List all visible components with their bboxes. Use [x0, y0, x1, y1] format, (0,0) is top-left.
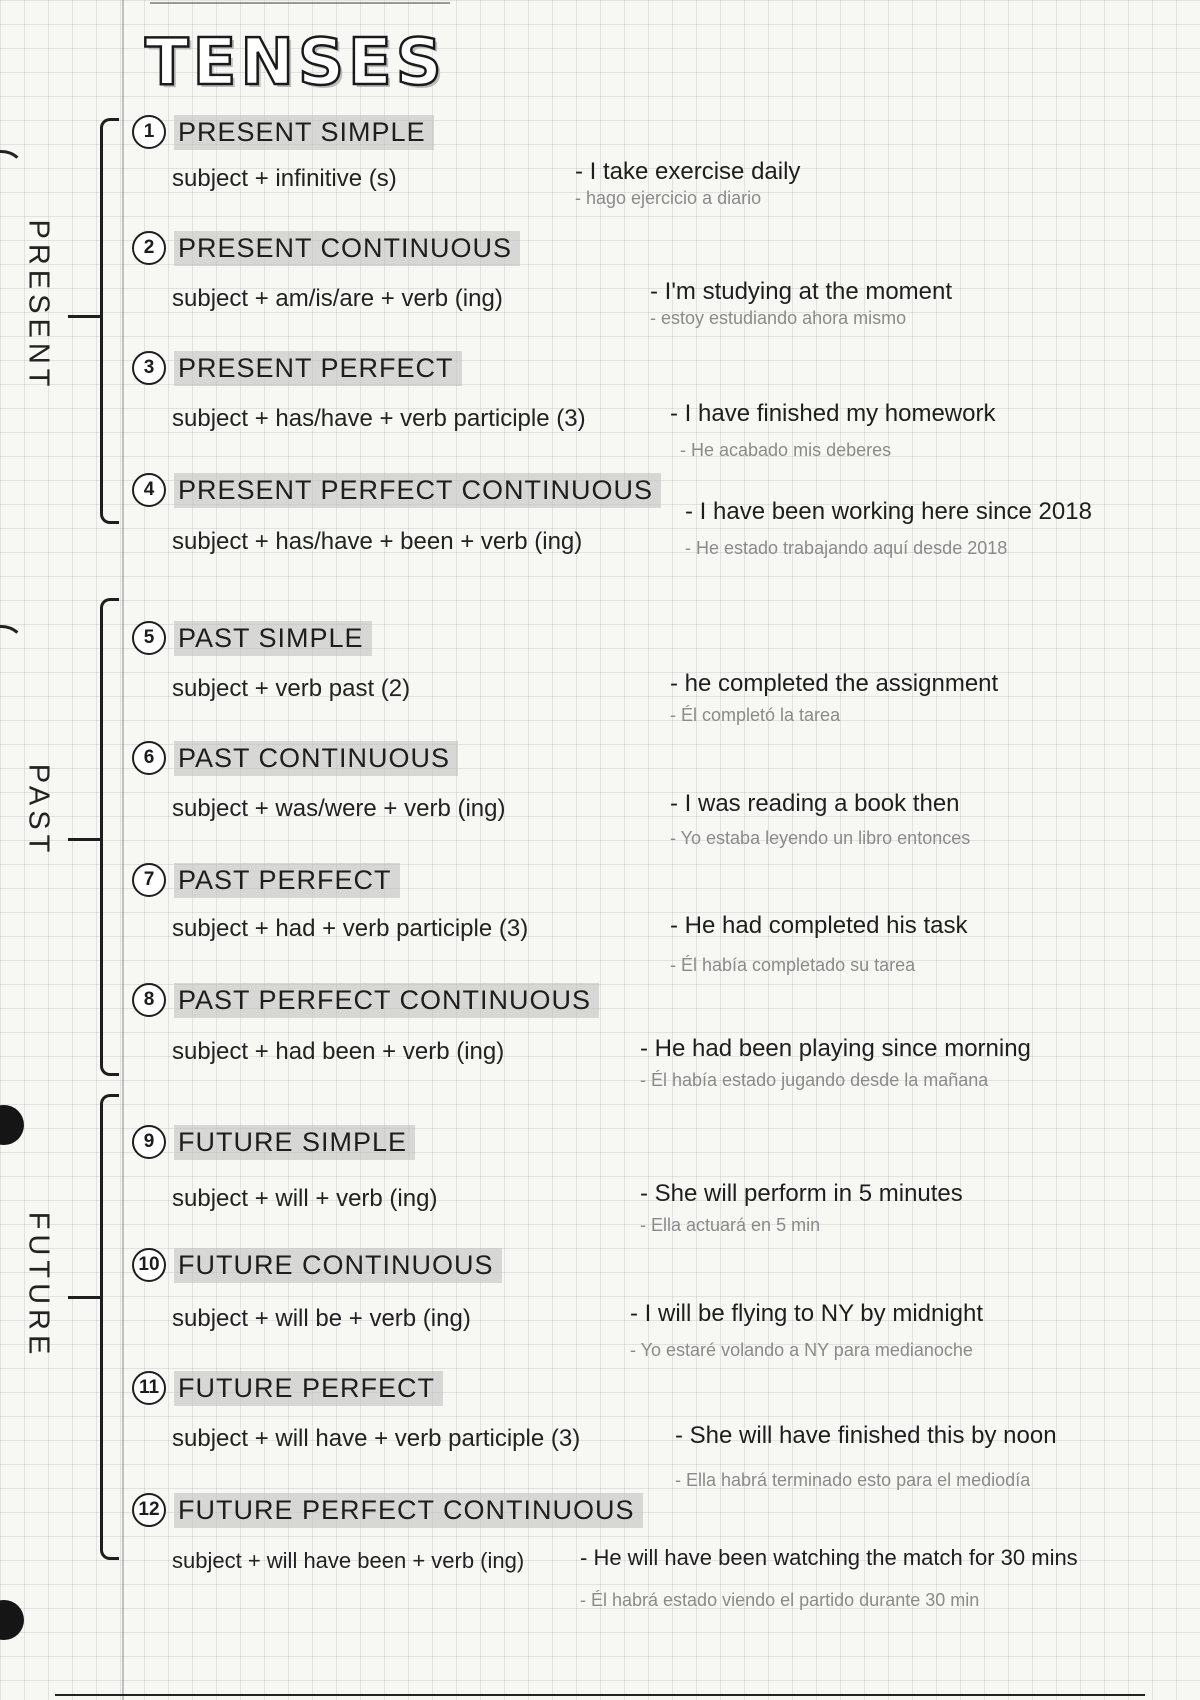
tense-formula: subject + had been + verb (ing) [172, 1038, 505, 1065]
example-english: - I will be flying to NY by midnight [630, 1300, 984, 1327]
binder-hole [0, 1600, 24, 1640]
tense-name: PRESENT PERFECT CONTINUOUS [174, 473, 661, 508]
tense-number-badge: 2 [132, 231, 166, 265]
example-english: - I have finished my homework [670, 400, 996, 427]
tense-header [132, 348, 462, 388]
binder-hole [0, 1105, 24, 1145]
present-bracket-stub [68, 315, 100, 318]
past-bracket [100, 598, 119, 1076]
example-english: - I have been working here since 2018 [685, 498, 1092, 525]
present-bracket [100, 118, 119, 524]
tense-number-badge: 5 [132, 621, 166, 655]
binder-hole-arc [0, 625, 25, 668]
tense-name: PRESENT CONTINUOUS [174, 231, 520, 266]
tense-number-badge: 1 [132, 115, 166, 149]
tense-name: PAST PERFECT [174, 863, 400, 898]
example-spanish: - Él habrá estado viendo el partido durante 30 min [580, 1590, 980, 1610]
page-title: TENSES [145, 26, 446, 100]
tense-header [132, 618, 372, 658]
tense-name: PAST PERFECT CONTINUOUS [174, 983, 599, 1018]
tense-name: PRESENT PERFECT [174, 351, 462, 386]
tense-formula: subject + will have been + verb (ing) [172, 1548, 525, 1573]
notebook-margin-line [122, 0, 124, 1700]
tense-formula: subject + infinitive (s) [172, 165, 397, 192]
tense-name: FUTURE SIMPLE [174, 1125, 415, 1160]
future-bracket [100, 1094, 119, 1560]
group-label-past: PAST [22, 763, 55, 857]
bottom-rule [55, 1694, 1145, 1696]
example-spanish: - Ella actuará en 5 min [640, 1215, 821, 1235]
tense-formula: subject + had + verb participle (3) [172, 915, 529, 942]
tense-formula: subject + was/were + verb (ing) [172, 795, 506, 822]
example-spanish: - He acabado mis deberes [680, 440, 892, 460]
example-spanish: - hago ejercicio a diario [575, 188, 762, 208]
tense-number-badge: 9 [132, 1125, 166, 1159]
tense-name: PAST SIMPLE [174, 621, 372, 656]
tense-number-badge: 4 [132, 473, 166, 507]
tense-header [132, 860, 400, 900]
example-spanish: - estoy estudiando ahora mismo [650, 308, 907, 328]
tense-number-badge: 6 [132, 741, 166, 775]
tense-header [132, 470, 661, 510]
tense-formula: subject + will have + verb participle (3) [172, 1425, 581, 1452]
top-scribble [150, 2, 450, 14]
tense-header [132, 112, 434, 152]
tense-name: PAST CONTINUOUS [174, 741, 458, 776]
group-label-future: FUTURE [22, 1211, 55, 1359]
tense-number-badge: 10 [132, 1248, 166, 1282]
tense-formula: subject + has/have + been + verb (ing) [172, 528, 583, 555]
example-english: - he completed the assignment [670, 670, 999, 697]
example-spanish: - Él había completado su tarea [670, 955, 916, 975]
tense-number-badge: 11 [132, 1371, 166, 1405]
past-bracket-stub [68, 838, 100, 841]
example-spanish: - Yo estaba leyendo un libro entonces [670, 828, 971, 848]
tense-name: PRESENT SIMPLE [174, 115, 434, 150]
tense-name: FUTURE PERFECT CONTINUOUS [174, 1493, 643, 1528]
example-english: - She will perform in 5 minutes [640, 1180, 963, 1207]
example-english: - I was reading a book then [670, 790, 960, 817]
tense-number-badge: 12 [132, 1493, 166, 1527]
example-english: - He had completed his task [670, 912, 968, 939]
tense-number-badge: 7 [132, 863, 166, 897]
future-bracket-stub [68, 1296, 100, 1299]
tense-number-badge: 8 [132, 983, 166, 1017]
tense-header [132, 228, 520, 268]
example-spanish: - Yo estaré volando a NY para medianoche [630, 1340, 973, 1360]
tense-header [132, 1490, 643, 1530]
tense-formula: subject + verb past (2) [172, 675, 411, 702]
tense-header [132, 980, 599, 1020]
tense-formula: subject + am/is/are + verb (ing) [172, 285, 503, 312]
example-english: - He had been playing since morning [640, 1035, 1031, 1062]
example-english: - I take exercise daily [575, 158, 801, 185]
example-english: - I'm studying at the moment [650, 278, 953, 305]
tense-header [132, 1245, 502, 1285]
example-english: - He will have been watching the match for 30 mins [580, 1545, 1078, 1570]
example-spanish: - Él había estado jugando desde la mañana [640, 1070, 989, 1090]
tense-header [132, 738, 458, 778]
example-spanish: - He estado trabajando aquí desde 2018 [685, 538, 1008, 558]
tense-name: FUTURE PERFECT [174, 1371, 443, 1406]
tense-name: FUTURE CONTINUOUS [174, 1248, 502, 1283]
tense-header [132, 1368, 443, 1408]
example-spanish: - Él completó la tarea [670, 705, 841, 725]
tense-formula: subject + will be + verb (ing) [172, 1305, 471, 1332]
tense-formula: subject + has/have + verb participle (3) [172, 405, 586, 432]
example-spanish: - Ella habrá terminado esto para el mediodía [675, 1470, 1031, 1490]
tense-number-badge: 3 [132, 351, 166, 385]
tense-header [132, 1122, 415, 1162]
group-label-present: PRESENT [22, 219, 55, 391]
example-english: - She will have finished this by noon [675, 1422, 1057, 1449]
tense-formula: subject + will + verb (ing) [172, 1185, 438, 1212]
